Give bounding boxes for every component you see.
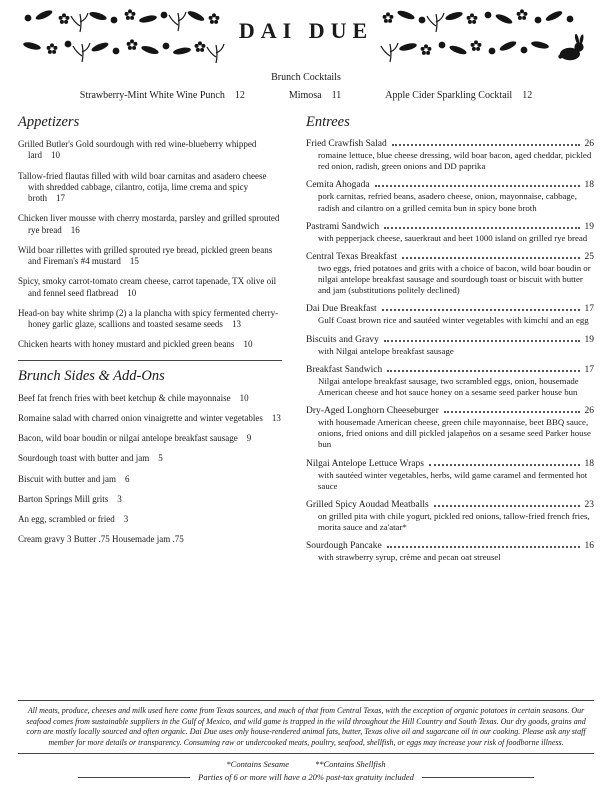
item-description: Gulf Coast brown rice and sautéed winter vegetables with kimchi and an egg (318, 315, 589, 326)
item-text: Head-on bay white shrimp (2) a la plancha with spicy fermented cherry-honey garlic glaze, scallions and toasted sesame seeds (18, 307, 279, 329)
menu-item (18, 534, 282, 545)
item-price: 13 (271, 412, 281, 423)
shellfish-footnote: **Contains Shellfish (314, 759, 386, 769)
item-text: Grilled Butler's Gold sourdough with red wine-blueberry whipped lard (18, 139, 257, 161)
gratuity-text: Parties of 6 or more will have a 20% post-tax gratuity included (198, 772, 414, 782)
menu-item (306, 365, 594, 398)
menu-item (18, 276, 282, 299)
item-name: Nilgai Antelope Lettuce Wraps (306, 458, 424, 469)
right-column (306, 114, 594, 571)
item-title-row (306, 139, 594, 149)
menu-item (306, 500, 594, 533)
item-name: Cemita Ahogada (306, 180, 370, 191)
item-price: 10 (127, 287, 137, 298)
cocktail-item (80, 90, 245, 101)
item-name: Dai Due Breakfast (306, 304, 377, 315)
item-price: 17 (584, 304, 594, 315)
dotted-leader (434, 505, 580, 507)
menu-item (18, 245, 282, 268)
menu-item (18, 339, 282, 350)
item-description: Nilgai antelope breakfast sausage, two scrambled eggs, onion, housemade American cheese and hot sauce honey on a sesame seed parker house bun (318, 375, 579, 397)
item-description: pork carnitas, refried beans, asadero cheese, onion, mayonnaise, cabbage, radish and cilantro on a grilled cemita bun in spicy bone broth (318, 191, 577, 213)
menu-item (306, 222, 594, 244)
divider-line (422, 777, 534, 778)
item-name: Fried Crawfish Salad (306, 139, 387, 149)
item-price: 10 (51, 150, 60, 161)
item-text: Chicken hearts with honey mustard and pickled green beans (18, 339, 235, 350)
left-column (18, 114, 282, 571)
entrees-section (306, 114, 594, 563)
item-title-row (306, 500, 594, 510)
item-text: Chicken liver mousse with cherry mostarda, parsley and grilled sprouted rye bread (18, 213, 280, 235)
menu-item (306, 139, 594, 172)
item-price: 5 (158, 453, 163, 464)
item-text: Tallow-fried flautas filled with wild boar carnitas and asadero cheese with shredded cabbage, cilantro, cotija, lime crema and spicy broth (18, 170, 267, 203)
item-text: Cream gravy 3 Butter .75 Housemade jam .75 (18, 534, 184, 545)
item-text: Romaine salad with charred onion vinaigrette and winter vegetables (18, 412, 263, 423)
item-price: 18 (584, 458, 594, 469)
entrees-heading: Entrees (306, 114, 350, 130)
dotted-leader (387, 370, 579, 372)
appetizers-section (18, 114, 282, 351)
item-price: 18 (584, 180, 594, 191)
item-price: 9 (246, 433, 252, 443)
dotted-leader (382, 309, 580, 311)
cocktail-name: Mimosa (288, 90, 322, 101)
allergen-footnotes (18, 759, 594, 769)
menu-item (306, 304, 594, 326)
menu-item (18, 171, 282, 205)
item-description: two eggs, fried potatoes and grits with a choice of bacon, wild boar boudin or nilgai antelope breakfast sausage and sourdough toast or biscuit with butter and jam (substitutions politely declined) (318, 262, 591, 296)
item-title-row (306, 180, 594, 190)
item-description: romaine lettuce, blue cheese dressing, wild boar bacon, aged cheddar, pickled red onion, radish, green onions and DD paprika (318, 150, 592, 172)
cocktail-price: 12 (234, 90, 245, 101)
item-price: 16 (70, 224, 80, 235)
item-title-row (306, 252, 594, 262)
item-price: 25 (584, 251, 594, 262)
menu-item (306, 459, 594, 492)
menu-item (18, 453, 282, 464)
menu-item (306, 335, 594, 357)
item-price: 26 (584, 406, 594, 417)
menu-item (18, 308, 282, 331)
item-name: Breakfast Sandwich (306, 364, 383, 375)
menu-item (18, 139, 282, 162)
gratuity-note (18, 772, 594, 782)
item-title-row (306, 459, 594, 469)
item-price: 26 (584, 139, 594, 149)
dotted-leader (402, 257, 580, 259)
item-price: 16 (584, 541, 594, 552)
item-price: 13 (231, 319, 241, 329)
menu-item (18, 474, 282, 485)
menu-item (18, 393, 282, 404)
item-price: 15 (129, 256, 139, 266)
dotted-leader (429, 464, 580, 466)
item-name: Pastrami Sandwich (306, 221, 380, 232)
item-description: with housemade American cheese, green chile mayonnaise, beet BBQ sauce, onions, fried onions and dill pickled jalapeños on a sesame seed Parker house bun (318, 417, 591, 450)
item-text: Spicy, smoky carrot-tomato cream cheese, carrot tapenade, TX olive oil and fennel seed flatbread (18, 276, 277, 298)
item-title-row (306, 222, 594, 232)
divider-line (78, 777, 190, 778)
item-text: An egg, scrambled or fried (18, 514, 115, 524)
item-text: Barton Springs Mill grits (18, 493, 109, 504)
dotted-leader (375, 185, 580, 187)
item-description: with sautéed winter vegetables, herbs, wild game caramel and fermented hot sauce (318, 469, 588, 491)
item-price: 19 (584, 334, 594, 345)
item-price: 19 (584, 221, 594, 232)
item-price: 3 (117, 493, 122, 504)
item-name: Sourdough Pancake (306, 541, 382, 552)
item-price: 10 (239, 392, 249, 403)
menu-columns (18, 114, 594, 571)
menu-item (306, 406, 594, 451)
cocktail-item (289, 90, 341, 101)
sides-section (18, 360, 282, 546)
item-title-row (306, 365, 594, 375)
item-name: Dry-Aged Longhorn Cheeseburger (306, 406, 439, 417)
restaurant-title: DAI DUE (229, 18, 383, 44)
menu-item (18, 494, 282, 505)
menu-item (18, 413, 282, 424)
item-name: Biscuits and Gravy (306, 334, 379, 345)
item-description: with pepperjack cheese, sauerkraut and beet 1000 island on grilled rye bread (318, 232, 588, 243)
item-price: 10 (243, 339, 253, 350)
item-title-row (306, 541, 594, 551)
cocktail-price: 12 (522, 90, 533, 101)
cocktails-heading: Brunch Cocktails (271, 72, 341, 83)
item-text: Sourdough toast with butter and jam (18, 453, 150, 464)
menu-item (18, 514, 282, 525)
item-price: 3 (123, 514, 129, 524)
item-text: Beef fat french fries with beet ketchup & chile mayonnaise (18, 392, 231, 403)
dotted-leader (384, 340, 580, 342)
dotted-leader (384, 227, 579, 229)
cocktail-item (385, 90, 532, 101)
item-text: Biscuit with butter and jam (18, 473, 116, 484)
dotted-leader (444, 411, 580, 413)
dotted-leader (387, 546, 580, 548)
cocktails-list (18, 90, 594, 101)
item-title-row (306, 335, 594, 345)
item-title-row (306, 406, 594, 416)
decorative-header (18, 6, 594, 64)
sourcing-disclaimer: All meats, produce, cheeses and milk used here come from Texas sources, and much of that from Central Texas, with the exception of organic potatoes in certain seasons. Our seafood comes from sustainable suppliers in the Gulf of Mexico, and wild game is trapped in the wild throughout the Hill Country and South Texas. Our dry goods, grains and corn are mostly locally sourced and often organic. Dai Due uses only house-rendered animal fats, butter, Texas olive oil and sugarcane oil in our cooking. Please ask any staff member for more details or transparency. Consuming raw or undercooked meats, poultry, seafood, shellfish, or eggs may increase your risk of foodborne illness. (18, 700, 594, 754)
right-ornaments (381, 9, 584, 62)
menu-item (18, 213, 282, 236)
cocktail-price: 11 (331, 90, 342, 101)
item-text: Wild boar rillettes with grilled sprouted rye bread, pickled green beans and Fireman's #4 mustard (18, 244, 273, 266)
item-description: with strawberry syrup, crème and pecan oat streusel (318, 552, 501, 563)
item-text: Bacon, wild boar boudin or nilgai antelope breakfast sausage (18, 433, 238, 443)
menu-item (306, 541, 594, 563)
cocktail-name: Apple Cider Sparkling Cocktail (385, 90, 513, 101)
item-name: Central Texas Breakfast (306, 251, 397, 262)
item-price: 23 (584, 499, 594, 510)
menu-item (306, 180, 594, 213)
item-price: 17 (56, 193, 65, 203)
appetizers-heading: Appetizers (18, 114, 80, 130)
item-price: 6 (125, 473, 130, 484)
item-title-row (306, 304, 594, 314)
item-description: with Nilgai antelope breakfast sausage (318, 345, 454, 356)
menu-item (18, 433, 282, 444)
sesame-footnote: *Contains Sesame (226, 759, 289, 769)
sides-heading: Brunch Sides & Add-Ons (18, 367, 165, 384)
dotted-leader (392, 144, 580, 146)
cocktail-name: Strawberry-Mint White Wine Punch (79, 90, 225, 101)
item-name: Grilled Spicy Aoudad Meatballs (306, 499, 429, 510)
item-price: 17 (584, 364, 594, 375)
left-ornaments (23, 9, 224, 63)
menu-item (306, 252, 594, 297)
item-description: on grilled pita with chile yogurt, pickled red onions, tallow-fried french fries, morita sauce and za'atar* (318, 510, 590, 533)
